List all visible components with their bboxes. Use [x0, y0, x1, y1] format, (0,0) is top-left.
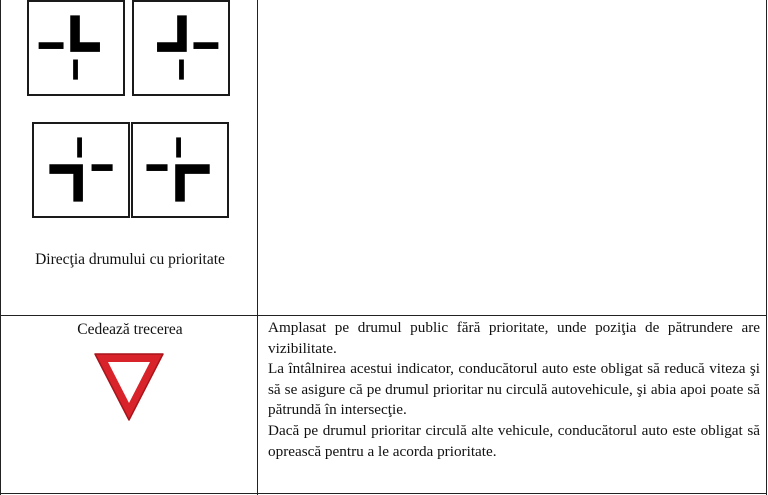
priority-road-bottom-right-icon [131, 122, 229, 218]
priority-road-top-right-icon [132, 0, 230, 96]
priority-road-top-left-icon [27, 0, 125, 96]
priority-road-bottom-left-icon [32, 122, 130, 218]
table-bottom-border [0, 493, 767, 494]
yield-sign-title: Cedează trecerea [77, 321, 183, 338]
table-right-border [766, 0, 767, 495]
description-paragraph: Dacă pe drumul prioritar circulă alte vehicule, conducătorul auto este obligat să oprească pentru a le acorda prioritate. [268, 421, 760, 460]
table-column-divider [257, 0, 258, 495]
table-row-divider [0, 315, 767, 316]
yield-sign-description [268, 318, 760, 462]
table-left-border [0, 0, 1, 495]
priority-road-caption: Direcţia drumului cu prioritate [35, 251, 225, 268]
description-paragraph: Amplasat pe drumul public fără prioritate, unde poziţia de pătrundere are vizibilitate. [268, 319, 760, 357]
description-paragraph: La întâlnirea acestui indicator, conducătorul auto este obligat să reducă viteza şi să se asigure că pe drumul prioritar nu circulă autovehicule, şi abia apoi poate să pătrundă în intersecţie. [268, 360, 760, 419]
yield-sign-icon [93, 352, 165, 422]
